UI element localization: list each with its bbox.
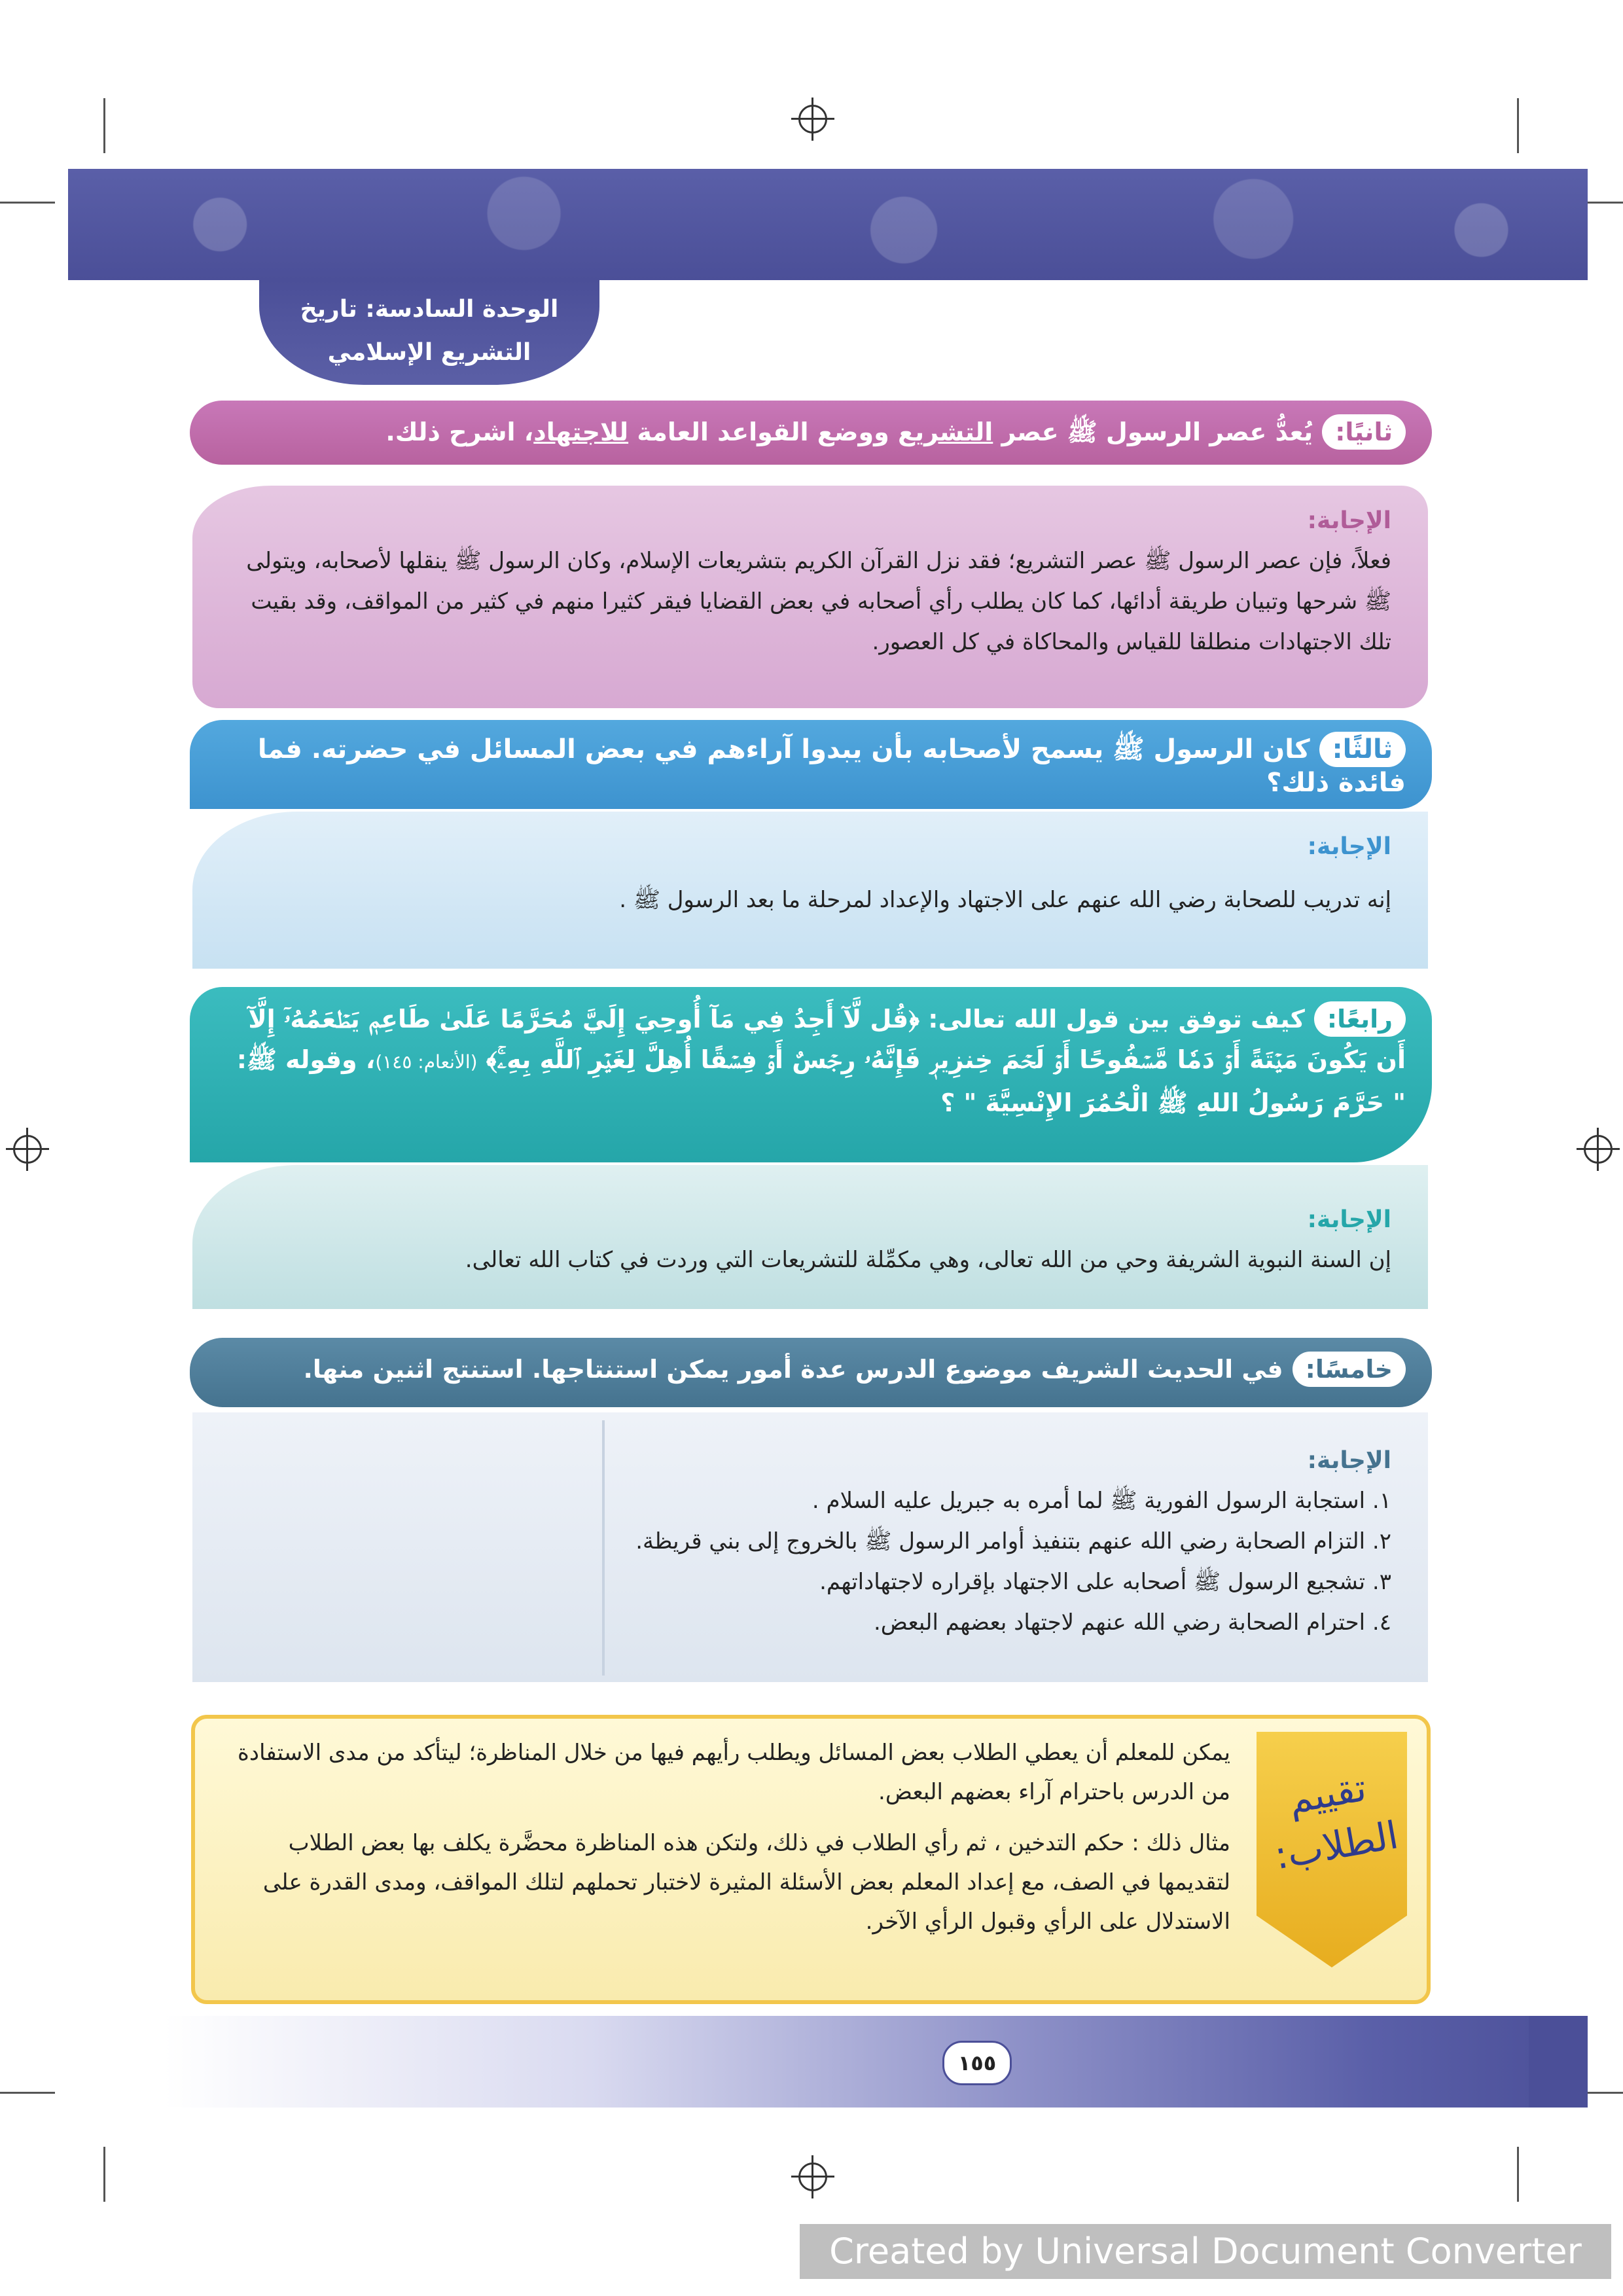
registration-mark-icon [13,1135,42,1164]
footer-ornament-band [164,2016,1588,2108]
question-3-label: ثالثًا: [1319,732,1406,767]
question-2-bar [190,401,1432,465]
header-ornament-band [68,169,1588,280]
evaluation-badge-label: تقييم الطلاب: [1271,1765,1402,1878]
question-5-label: خامسًا: [1293,1352,1406,1387]
answer-4-text: إن السنة النبوية الشريفة وحي من الله تعالى، وهي مكمِّلة للتشريعات التي وردت في كتاب الله تعالى. [465,1247,1391,1273]
crop-mark [0,202,55,204]
registration-mark-icon [798,105,827,134]
page-number: ١٥٥ [942,2041,1012,2085]
answer-5-box [192,1412,1428,1682]
answer-2-text: فعلاً، فإن عصر الرسول ﷺ عصر التشريع؛ فقد نزل القرآن الكريم بتشريعات الإسلام، وكان الرسول ﷺ ينقلها لأصحابه، ويتولى ﷺ شرحها وتبيان طريقة أدائها، كما كان يطلب رأي أصحابه في بعض القضايا فيقر كثيرا منهم في كثير من المواقف، وقد بقيت تلك الاجتهادات منطلقا للقياس والمحاكاة في كل العصور. [246,548,1391,655]
registration-mark-icon [1584,1135,1613,1164]
answer-5-label: الإجابة: [1307,1447,1391,1474]
answer-3-box [192,812,1428,969]
list-item: ٣. تشجيع الرسول ﷺ أصحابه على الاجتهاد بإقراره لاجتهاداتهم. [819,1569,1391,1595]
question-5-text: في الحديث الشريف موضوع الدرس عدة أمور يمكن استنتاجها. استنتج اثنين منها. [303,1355,1283,1384]
footer-end-block [1529,2016,1588,2108]
question-2-underlined: التشريع [897,418,993,446]
question-2-text-middle: ووضع القواعد العامة [628,418,898,446]
crop-mark [103,2147,105,2202]
evaluation-text [209,1733,1230,1953]
question-2-underlined-2: للاجتهاد [533,418,629,446]
crop-mark [1517,98,1519,153]
answer-2-box [192,486,1428,708]
evaluation-paragraph-1: يمكن للمعلم أن يعطي الطلاب بعض المسائل ويطلب رأيهم فيها من خلال المناظرة؛ ليتأكد من مدى الاستفادة من الدرس باحترام آراء بعضهم البعض. [238,1740,1230,1805]
divider [602,1420,605,1676]
question-4-bar [190,987,1432,1162]
question-4-reference: (الأنعام: ١٤٥) [375,1051,478,1073]
list-item: ٤. احترام الصحابة رضي الله عنهم لاجتهاد بعضهم البعض. [874,1609,1391,1636]
converter-watermark: Created by Universal Document Converter [800,2224,1611,2279]
list-item: ١. استجابة الرسول الفورية ﷺ لما أمره به جبريل عليه السلام . [812,1488,1391,1514]
answer-2-label: الإجابة: [1307,507,1391,534]
question-5-bar [190,1338,1432,1407]
registration-mark-icon [798,2162,827,2191]
answer-4-label: الإجابة: [1307,1206,1391,1233]
crop-mark [0,2092,55,2094]
answer-4-box [192,1165,1428,1309]
question-3-bar [190,720,1432,809]
question-3-text: كان الرسول ﷺ يسمح لأصحابه بأن يبدوا آراءهم في بعض المسائل في حضرته. فما فائدة ذلك؟ [257,734,1406,798]
question-2-label: ثانيًا: [1322,414,1406,450]
question-4-text-after: ، وقوله ﷺ: " حَرَّمَ رَسُولُ اللهِ ﷺ الْحُمُرَ الإِنْسِيَّةَ " ؟ [236,1045,1406,1117]
answer-3-label: الإجابة: [1307,833,1391,860]
answer-3-text: إنه تدريب للصحابة رضي الله عنهم على الاجتهاد والإعداد لمرحلة ما بعد الرسول ﷺ . [619,887,1391,913]
unit-title: الوحدة السادسة: تاريخ التشريع الإسلامي [300,296,559,366]
crop-mark [1517,2147,1519,2202]
question-4-text: كيف توفق بين قول الله تعالى: ﴿قُل لَّآ أَجِدُ فِي مَآ أُوحِيَ إِلَيَّ مُحَرَّمًا عَلَىٰ طَاعِمٖ يَطۡعَمُهُۥٓ إِلَّآ أَن يَكُونَ مَيۡتَةً أَوۡ دَمٗا مَّسۡفُوحًا أَوۡ لَحۡمَ خِنزِيرٖ فَإِنَّهُۥ رِجۡسٌ أَوۡ فِسۡقًا أُهِلَّ لِغَيۡرِ ٱللَّهِ بِهِۦۚ﴾ [248,1005,1406,1074]
question-2-text-after: ، اشرح ذلك. [385,418,534,446]
list-item: ٢. التزام الصحابة رضي الله عنهم بتنفيذ أوامر الرسول ﷺ بالخروج إلى بني قريظة. [635,1528,1391,1554]
question-2-text-before: يُعدُّ عصر الرسول ﷺ عصر [993,418,1313,446]
question-4-label: رابعًا: [1314,1001,1406,1037]
evaluation-paragraph-2: مثال ذلك : حكم التدخين ، ثم رأي الطلاب في ذلك، ولتكن هذه المناظرة محضَّرة يكلف بها بعض الطلاب لتقديمها في الصف، مع إعداد المعلم بعض الأسئلة المثيرة لاختبار تحملهم لتلك المواقف، ومدى القدرة على الاستدلال على الرأي وقبول الرأي الآخر. [262,1830,1230,1935]
crop-mark [103,98,105,153]
